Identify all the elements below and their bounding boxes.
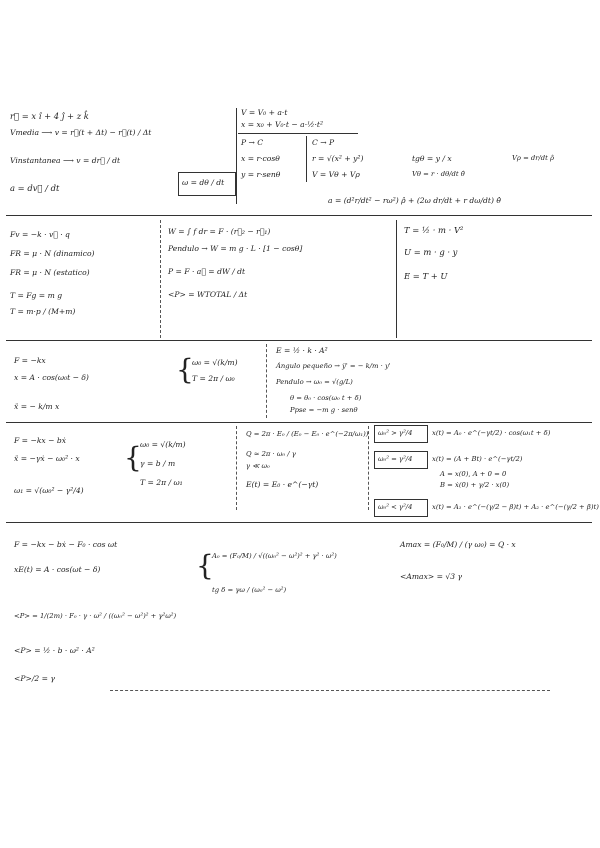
section-divider bbox=[6, 215, 592, 216]
work-integral: W = ∫ f dr = F · (r⃗₂ − r⃗₁) bbox=[168, 227, 271, 236]
damped-period: T = 2π / ω₁ bbox=[140, 478, 183, 487]
power: P = F · a⃗ = dW / dt bbox=[168, 267, 246, 276]
period: T = 2π / ω₀ bbox=[192, 374, 235, 383]
angular-velocity: ω = dθ / dt bbox=[182, 178, 225, 187]
small-angle: Ángulo pequeño → ÿ' = − k/m · y' bbox=[276, 362, 391, 370]
critical-solution: x(t) = (A + Bt) · e^(−γt/2) bbox=[432, 455, 523, 463]
quality-condition: γ ≪ ω₀ bbox=[246, 462, 270, 470]
tension-weight: T = Fg = m g bbox=[10, 291, 63, 300]
brace: { bbox=[176, 353, 194, 386]
divider-vertical bbox=[306, 136, 307, 182]
total-energy: E = T + U bbox=[404, 271, 448, 281]
max-amplitude: Amax = (F₀/M) / (γ ω₀) = Q · x bbox=[400, 540, 516, 549]
max-amplitude-avg: <Amax> = √3 γ bbox=[400, 572, 463, 581]
divider-vertical bbox=[266, 344, 267, 418]
divider-horizontal bbox=[238, 133, 358, 134]
quality-approx: Q ≈ 2π · ω₀ / γ bbox=[246, 450, 296, 458]
overdamped-solution: x(t) = A₁ · e^(−(γ/2 − β)t) + A₂ · e^(−(γ/2 + β)t) bbox=[432, 503, 599, 511]
energy-decay: E(t) = E₀ · e^(−γt) bbox=[246, 480, 319, 489]
y-polar: y = r·senθ bbox=[241, 170, 281, 179]
angle-time: θ = θ₀ · cos(ω₀ t + δ) bbox=[290, 394, 362, 402]
forced-amplitude: A₀ = (F₀/M) / √((ω₀² − ω²)² + γ² · ω²) bbox=[212, 552, 337, 560]
tangent-theta: tgθ = y / x bbox=[412, 154, 452, 163]
kinetic-energy: T = ½ · m · V² bbox=[404, 225, 464, 235]
divider-vertical bbox=[236, 108, 237, 204]
critical-b: B = ẋ(0) + γ/2 · x(0) bbox=[440, 481, 510, 489]
section-divider bbox=[6, 422, 592, 423]
divider-vertical bbox=[396, 220, 397, 338]
pendulum-frequency: Pendulo → ω₀ = √(g/L) bbox=[276, 378, 353, 386]
quality-factor: Q = 2π · E₀ / (E₀ − E₀ · e^(−2π/ω₁)) bbox=[246, 430, 369, 438]
velocity-rho: Vρ = dr/dt ρ̂ bbox=[512, 154, 555, 162]
natural-frequency-damped: ω₀ = √(k/m) bbox=[140, 440, 186, 449]
damped-equation: ẍ = −γẋ − ω₀² · x bbox=[14, 454, 80, 463]
brace: { bbox=[124, 441, 142, 474]
divider-vertical bbox=[368, 426, 369, 510]
instant-velocity: Vinstantanea ⟶ v = dr⃗ / dt bbox=[10, 156, 121, 165]
uniform-position: x = x₀ + V₀·t − a·½·t² bbox=[241, 120, 323, 129]
friction-dynamic: FR = μ · N (dinamico) bbox=[10, 249, 95, 258]
half-power: <P>/2 = γ bbox=[14, 674, 55, 683]
divider-vertical bbox=[160, 220, 161, 338]
viscous-force: Fv = −k · v⃗ · q bbox=[10, 230, 70, 239]
spring-energy: E = ½ · k · A² bbox=[276, 346, 328, 355]
forced-force: F = −kx − bẋ − F₀ · cos ωt bbox=[14, 540, 118, 549]
x-polar: x = r·cosθ bbox=[241, 154, 280, 163]
oscillation-acceleration: ẍ = − k/m x bbox=[14, 402, 60, 411]
section-divider bbox=[6, 522, 592, 523]
tension-ratio: T = m·p / (M+m) bbox=[10, 307, 76, 316]
cartesian-to-polar: C → P bbox=[312, 138, 335, 147]
critical-case: ω₀² = γ²/4 bbox=[378, 455, 413, 463]
polar-acceleration: a = (d²r/dt² − rω²) ρ̂ + (2ω dr/dt + r dω/dt) θ̂ bbox=[328, 196, 501, 205]
uniform-velocity: V = V₀ + a·t bbox=[241, 108, 288, 117]
polar-to-cartesian: P → C bbox=[241, 138, 264, 147]
average-power-short: <P> = ½ · b · ω² · A² bbox=[14, 646, 95, 655]
divider-vertical bbox=[236, 426, 237, 510]
hooke-law: F = −kx bbox=[14, 356, 46, 365]
forced-position: xE(t) = A · cos(ωt − δ) bbox=[14, 565, 101, 574]
position-vector: r⃗ = x î + 4 ĵ + z k̂ bbox=[10, 111, 89, 121]
critical-a: A = x(0), A + 0 = 0 bbox=[440, 470, 507, 478]
pendulum-work: Pendulo → W = m g · L · [1 − cosθ] bbox=[168, 244, 303, 253]
gamma: γ = b / m bbox=[140, 459, 176, 468]
acceleration: a = dv⃗ / dt bbox=[10, 183, 60, 193]
section-divider bbox=[6, 340, 592, 341]
damped-frequency: ω₁ = √(ω₀² − γ²/4) bbox=[14, 486, 84, 495]
oscillation-position: x = A · cos(ω₀t − δ) bbox=[14, 373, 89, 382]
natural-frequency: ω₀ = √(k/m) bbox=[192, 358, 238, 367]
average-power-forced: <P> = 1/(2m) · F₀ · γ · ω² / ((ω₀² − ω²)² + γ²ω²) bbox=[14, 612, 177, 620]
end-divider bbox=[110, 690, 550, 691]
radius-modulus: r = √(x² + y²) bbox=[312, 154, 364, 163]
underdamped-case: ω₀² > γ²/4 bbox=[378, 429, 413, 437]
damped-force: F = −kx − bẋ bbox=[14, 436, 67, 445]
friction-static: FR = μ · N (estatico) bbox=[10, 268, 90, 277]
underdamped-solution: x(t) = A₀ · e^(−γt/2) · cos(ω₁t + δ) bbox=[432, 429, 551, 437]
mean-velocity: Vmedia ⟶ v = r⃗(t + Δt) − r⃗(t) / Δt bbox=[10, 128, 152, 137]
phase-tangent: tg δ = γω / (ω₀² − ω²) bbox=[212, 586, 287, 594]
brace: { bbox=[196, 549, 214, 582]
velocity-sum: V = Vθ + Vρ bbox=[312, 170, 360, 179]
velocity-theta: Vθ = r · dθ/dt θ̂ bbox=[412, 170, 465, 178]
average-power: <P> = WTOTAL / Δt bbox=[168, 290, 248, 299]
potential-energy: U = m · g · y bbox=[404, 247, 458, 257]
overdamped-case: ω₀² < γ²/4 bbox=[378, 503, 413, 511]
pendulum-force: Ppse = −m g · senθ bbox=[290, 406, 358, 414]
